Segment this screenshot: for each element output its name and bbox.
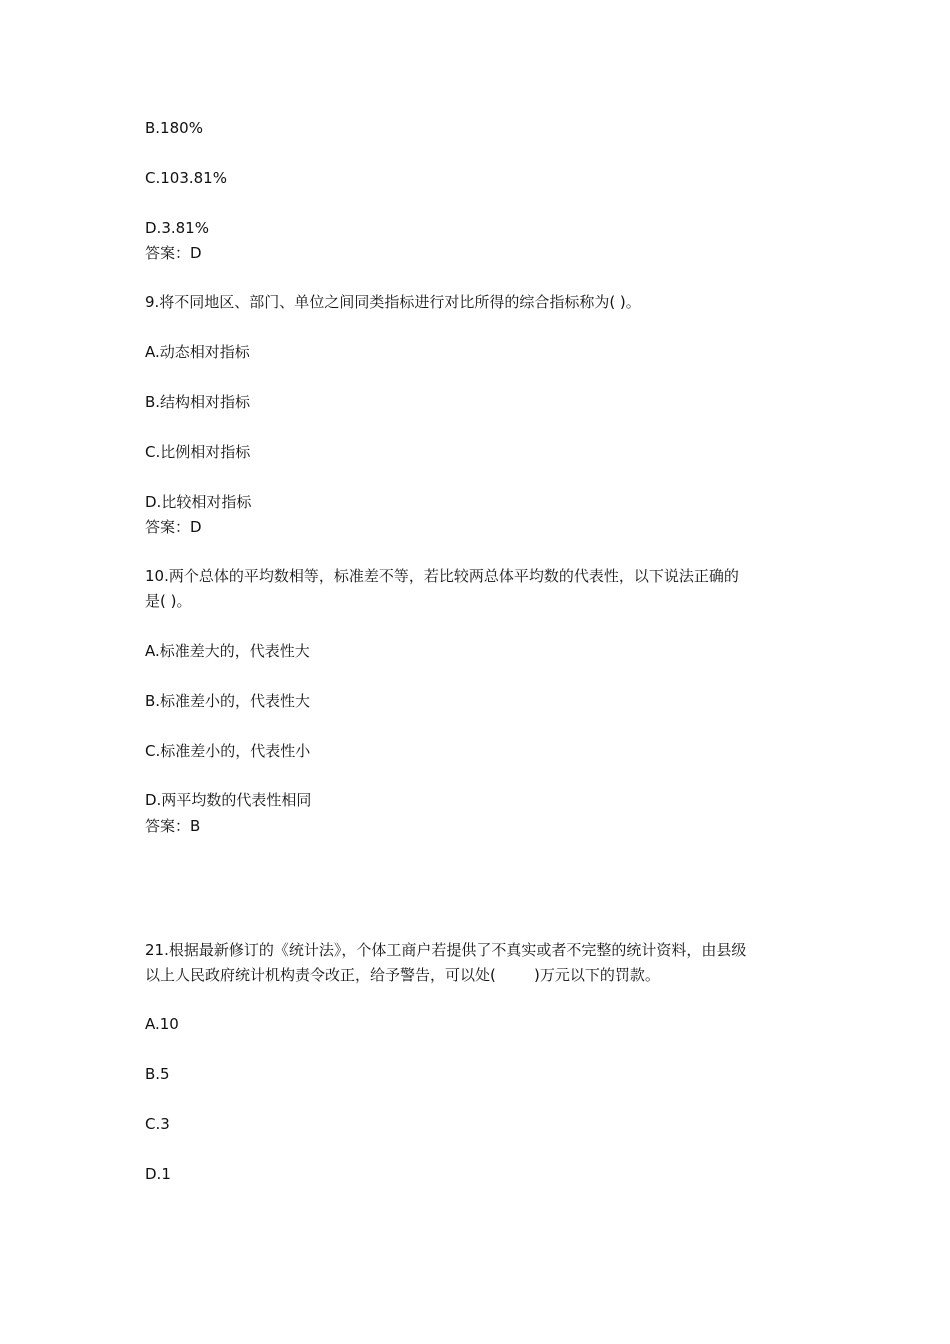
q9-option-b: B.结构相对指标 (145, 393, 251, 411)
q9-option-c: C.比例相对指标 (145, 443, 251, 461)
q21-option-a: A.10 (145, 1015, 179, 1033)
q10-question-line2: 是( )。 (145, 592, 192, 610)
q9-option-d: D.比较相对指标 (145, 493, 252, 511)
q9-option-a: A.动态相对指标 (145, 343, 250, 361)
q21-question-line2: 以上人民政府统计机构责令改正，给予警告，可以处( )万元以下的罚款。 (145, 966, 660, 984)
q9-answer: 答案：D (145, 518, 202, 536)
q10-option-b: B.标准差小的，代表性大 (145, 692, 311, 710)
q10-option-a: A.标准差大的，代表性大 (145, 642, 310, 660)
q9-question: 9.将不同地区、部门、单位之间同类指标进行对比所得的综合指标称为( )。 (145, 293, 641, 311)
q21-option-b: B.5 (145, 1065, 170, 1083)
q10-answer: 答案：B (145, 817, 201, 835)
q21-question-line1: 21.根据最新修订的《统计法》，个体工商户若提供了不真实或者不完整的统计资料，由县级 (145, 941, 747, 959)
q10-option-c: C.标准差小的，代表性小 (145, 742, 311, 760)
q8-option-c: C.103.81% (145, 169, 227, 187)
q8-option-b: B.180% (145, 119, 203, 137)
q21-option-c: C.3 (145, 1115, 170, 1133)
q10-option-d: D.两平均数的代表性相同 (145, 791, 312, 809)
q10-question-line1: 10.两个总体的平均数相等，标准差不等，若比较两总体平均数的代表性，以下说法正确的 (145, 567, 739, 585)
q8-answer: 答案：D (145, 244, 202, 262)
q21-option-d: D.1 (145, 1165, 171, 1183)
q8-option-d: D.3.81% (145, 219, 209, 237)
